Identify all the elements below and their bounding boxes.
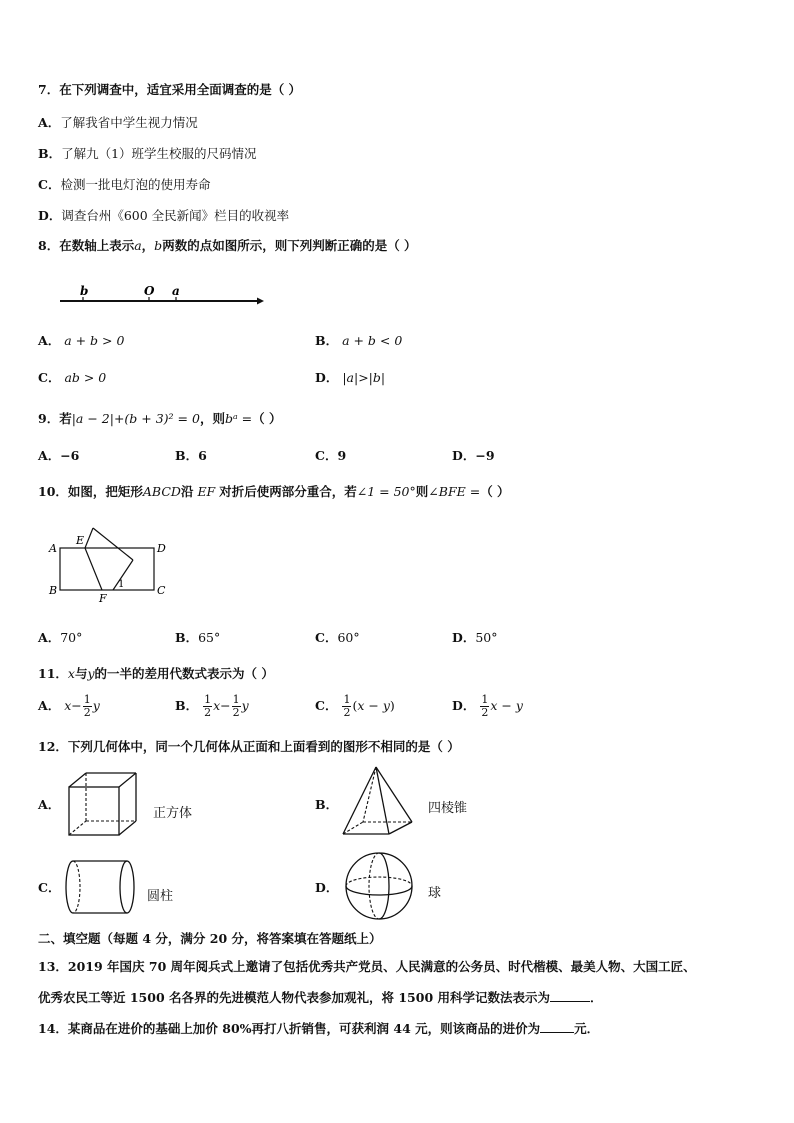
vertex-label-c: C [157,584,166,597]
q13-line1: 13．2019 年国庆 70 周年阅兵式上邀请了包括优秀共产党员、人民满意的公务员、时代楷模、最美人物、大国工匠、 [38,959,696,974]
angle-label-1: 1 [118,579,125,590]
q8-option-d: D． |a|>|b| [315,370,386,385]
q11-option-c: C． $\frac{1}{2}$ (x − y) [315,693,395,719]
q11-stem: 11．x与y的一半的差用代数式表示为（ ） [38,666,274,681]
cylinder-figure [63,858,139,918]
sphere-figure [343,850,417,924]
q7-option-a: A．了解我省中学生视力情况 [38,115,198,130]
q8-option-a: A． a + b > 0 [38,333,125,348]
q7-option-b: B．了解九（1）班学生校服的尺码情况 [38,146,257,161]
fraction: $\frac{1}{2}$ [204,693,212,719]
cylinder-label: 圆柱 [147,889,174,904]
q9-option-c: C．9 [315,448,347,463]
q7-option-d: D．调查台州《600 全民新闻》栏目的收视率 [38,208,290,223]
sphere-label: 球 [428,886,442,901]
q11-option-b: B． $\frac{1}{2}$ x− $\frac{1}{2}$ y [175,693,249,719]
fraction: $\frac{1}{2}$ [83,693,91,719]
cube-label: 正方体 [153,806,193,821]
square-pyramid-figure [340,764,416,838]
q12-option-c-label: C． [38,880,61,895]
section-title: 二、填空题（每题 4 分，满分 20 分，将答案填在答题纸上） [38,931,382,946]
q12-option-a-label: A． [38,797,61,812]
q13-line2: 优秀农民工等近 1500 名各界的先进模范人物代表参加观礼，将 1500 用科学记数法表示为 ． [38,990,603,1005]
vertex-label-f: F [99,592,107,604]
q7-stem: 7．在下列调查中，适宜采用全面调查的是（ ） [38,82,302,97]
q9-stem: 9．若|a − 2|+(b + 3)² = 0，则bᵃ =（ ） [38,411,282,426]
vertex-label-a: A [49,542,57,555]
q10-option-a: A．70° [38,630,83,645]
answer-blank [550,1001,590,1002]
fraction: $\frac{1}{2}$ [232,693,240,719]
q14-text: 14．某商品在进价的基础上加价 80%再打八折销售，可获利润 44 元，则该商品的进价为 元． [38,1021,600,1036]
cube-figure [66,770,142,838]
folded-rectangle-figure [45,522,175,604]
q10-option-c: C．60° [315,630,360,645]
pyramid-label: 四棱锥 [428,801,468,816]
q8-option-b: B． a + b < 0 [315,333,403,348]
q9-option-b: B．6 [175,448,207,463]
q10-option-b: B．65° [175,630,221,645]
axis-label-origin: O [144,284,155,298]
vertex-label-b: B [49,584,58,597]
fraction: $\frac{1}{2}$ [343,693,351,719]
q9-option-a: A．−6 [38,448,80,463]
fraction: $\frac{1}{2}$ [481,693,489,719]
q12-option-b-label: B． [315,797,339,812]
q8-option-c: C． ab > 0 [38,370,107,385]
axis-label-b: b [80,284,89,298]
q11-option-d: D． $\frac{1}{2}$ x − y [452,693,523,719]
q8-stem: 8．在数轴上表示a，b两数的点如图所示，则下列判断正确的是（ ） [38,238,417,253]
axis-label-a: a [172,284,180,298]
number-line-figure [55,280,270,310]
q11-option-a: A． x− $\frac{1}{2}$ y [38,693,100,719]
q10-option-d: D．50° [452,630,498,645]
q12-stem: 12．下列几何体中，同一个几何体从正面和上面看到的图形不相同的是（ ） [38,739,460,754]
q12-option-d-label: D． [315,880,339,895]
q10-stem: 10．如图，把矩形ABCD沿 EF 对折后使两部分重合，若∠1 = 50°则∠BFE =（ ） [38,484,510,499]
vertex-label-e: E [76,534,85,547]
q9-option-d: D．−9 [452,448,495,463]
q7-option-c: C．检测一批电灯泡的使用寿命 [38,177,211,192]
vertex-label-d: D [157,542,166,555]
answer-blank [540,1032,574,1033]
